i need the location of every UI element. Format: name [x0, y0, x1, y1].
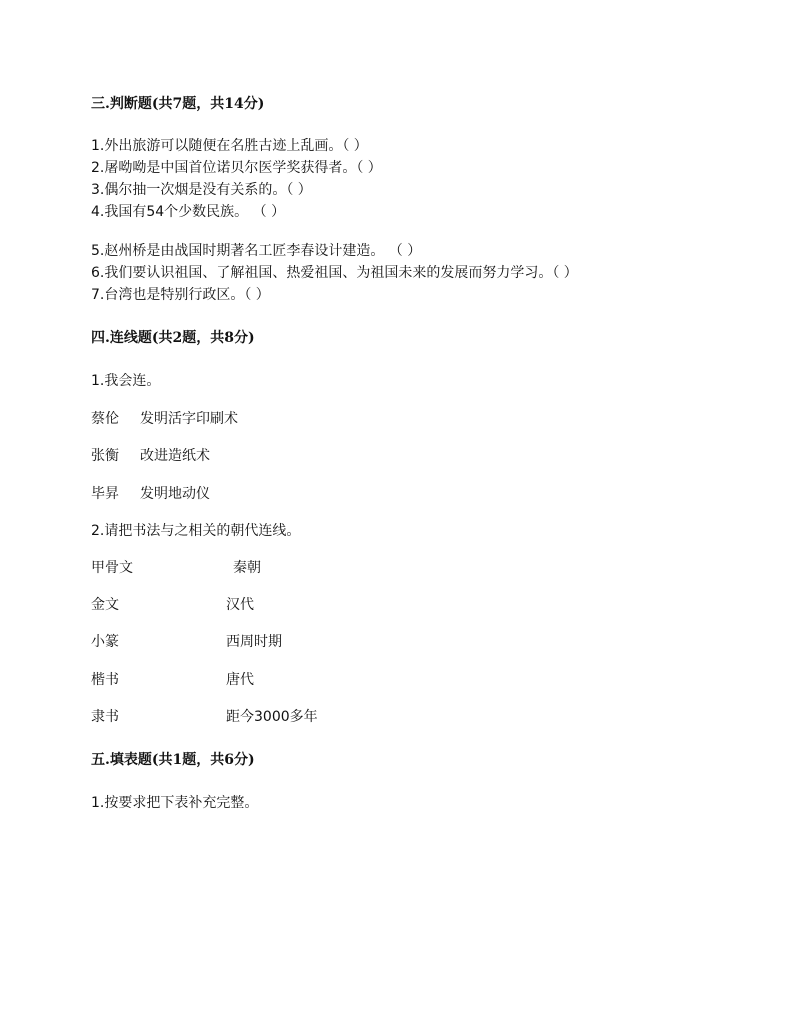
judgement-item-1: 1.外出旅游可以随便在名胜古迹上乱画。（ ） — [91, 138, 368, 154]
matching-q2-left-1: 甲骨文 — [91, 560, 133, 576]
judgement-item-5: 5.赵州桥是由战国时期著名工匠李春设计建造。 （ ） — [91, 243, 422, 259]
judgement-item-6: 6.我们要认识祖国、了解祖国、热爱祖国、为祖国未来的发展而努力学习。（ ） — [91, 265, 578, 281]
matching-q1-left-2: 张衡 — [91, 448, 119, 464]
matching-q2-right-3: 西周时期 — [226, 634, 282, 650]
matching-q2-left-2: 金文 — [91, 597, 119, 613]
matching-q2-right-4: 唐代 — [226, 672, 254, 688]
judgement-item-3: 3.偶尔抽一次烟是没有关系的。（ ） — [91, 182, 312, 198]
matching-q1-right-3: 发明地动仪 — [140, 486, 210, 502]
judgement-item-2: 2.屠呦呦是中国首位诺贝尔医学奖获得者。（ ） — [91, 160, 382, 176]
judgement-item-4: 4.我国有54个少数民族。 （ ） — [91, 204, 286, 220]
judgement-item-7: 7.台湾也是特别行政区。（ ） — [91, 287, 270, 303]
matching-q2-right-1: 秦朝 — [233, 560, 261, 576]
matching-q1-right-2: 改进造纸术 — [140, 448, 210, 464]
matching-q2-left-4: 楷书 — [91, 672, 119, 688]
matching-q2-right-2: 汉代 — [226, 597, 254, 613]
section-heading-table-fill: 五.填表题(共1题，共6分) — [91, 752, 255, 768]
matching-q2-prompt: 2.请把书法与之相关的朝代连线。 — [91, 523, 301, 539]
matching-q1-right-1: 发明活字印刷术 — [140, 411, 238, 427]
matching-q2-left-3: 小篆 — [91, 634, 119, 650]
table-fill-item-1: 1.按要求把下表补充完整。 — [91, 795, 259, 811]
section-heading-matching: 四.连线题(共2题，共8分) — [91, 330, 255, 346]
section-heading-judgement: 三.判断题(共7题，共14分) — [91, 96, 265, 112]
matching-q2-left-5: 隶书 — [91, 709, 119, 725]
matching-q1-prompt: 1.我会连。 — [91, 373, 161, 389]
matching-q1-left-3: 毕昇 — [91, 486, 119, 502]
matching-q1-left-1: 蔡伦 — [91, 411, 119, 427]
matching-q2-right-5: 距今3000多年 — [226, 709, 318, 725]
